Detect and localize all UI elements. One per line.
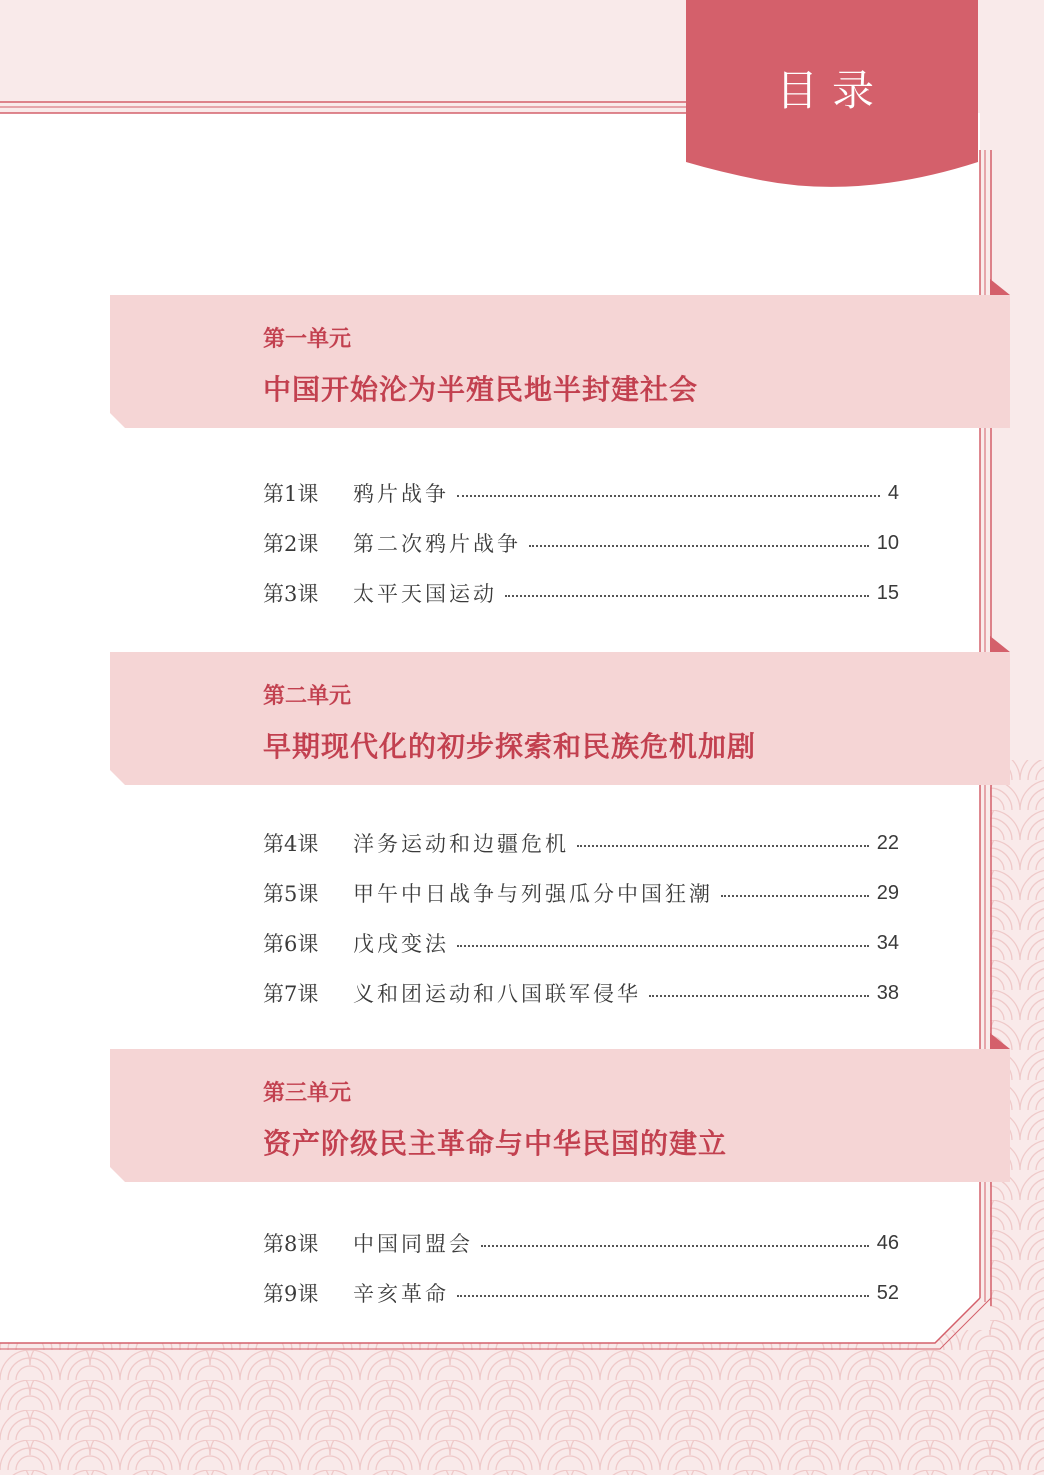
toc-entry[interactable] [263, 876, 899, 910]
unit-title[interactable]: 早期现代化的初步探索和民族危机加剧 [263, 730, 757, 763]
toc-entry[interactable] [263, 526, 899, 560]
lesson-title: 中国同盟会 [353, 1232, 473, 1256]
lesson-number: 第9课 [263, 1282, 319, 1306]
dot-leader [721, 895, 869, 897]
toc-entry[interactable] [263, 826, 899, 860]
lesson-title: 辛亥革命 [353, 1282, 449, 1306]
unit-label: 第二单元 [263, 683, 352, 709]
dot-leader [481, 1245, 869, 1247]
dot-leader [529, 545, 869, 547]
unit-title[interactable]: 中国开始沦为半殖民地半封建社会 [263, 373, 699, 406]
dot-leader [649, 995, 869, 997]
dot-leader [457, 1295, 869, 1297]
dot-leader [577, 845, 869, 847]
lesson-number: 第2课 [263, 532, 319, 556]
page-number: 46 [876, 1231, 899, 1254]
page-number: 34 [876, 931, 899, 954]
lesson-number: 第7课 [263, 982, 319, 1006]
page-title: 目录 [775, 66, 888, 115]
lesson-number: 第3课 [263, 582, 319, 606]
toc-entry[interactable] [263, 1276, 899, 1310]
unit-title[interactable]: 资产阶级民主革命与中华民国的建立 [263, 1127, 728, 1160]
unit-label: 第一单元 [263, 326, 352, 352]
toc-entry[interactable] [263, 576, 899, 610]
lesson-title: 义和团运动和八国联军侵华 [353, 982, 641, 1006]
toc-entry[interactable] [263, 476, 899, 510]
dot-leader [457, 495, 880, 497]
dot-leader [457, 945, 869, 947]
lesson-number: 第6课 [263, 932, 319, 956]
lesson-title: 洋务运动和边疆危机 [353, 832, 569, 856]
unit-label: 第三单元 [263, 1080, 352, 1106]
toc-entry[interactable] [263, 1226, 899, 1260]
page-number: 10 [876, 531, 899, 554]
lesson-title: 鸦片战争 [353, 482, 449, 506]
page-number: 29 [876, 881, 899, 904]
lesson-number: 第5课 [263, 882, 319, 906]
page-number: 22 [876, 831, 899, 854]
page-number: 52 [876, 1281, 899, 1304]
lesson-title: 戊戌变法 [353, 932, 449, 956]
page-number: 15 [876, 581, 899, 604]
lesson-number: 第8课 [263, 1232, 319, 1256]
lesson-title: 太平天国运动 [353, 582, 497, 606]
dot-leader [505, 595, 869, 597]
page-number: 38 [876, 981, 899, 1004]
toc-entry[interactable] [263, 976, 899, 1010]
lesson-title: 甲午中日战争与列强瓜分中国狂潮 [353, 882, 713, 906]
page-number: 4 [887, 481, 899, 504]
lesson-number: 第1课 [263, 482, 319, 506]
lesson-title: 第二次鸦片战争 [353, 532, 521, 556]
toc-entry[interactable] [263, 926, 899, 960]
lesson-number: 第4课 [263, 832, 319, 856]
